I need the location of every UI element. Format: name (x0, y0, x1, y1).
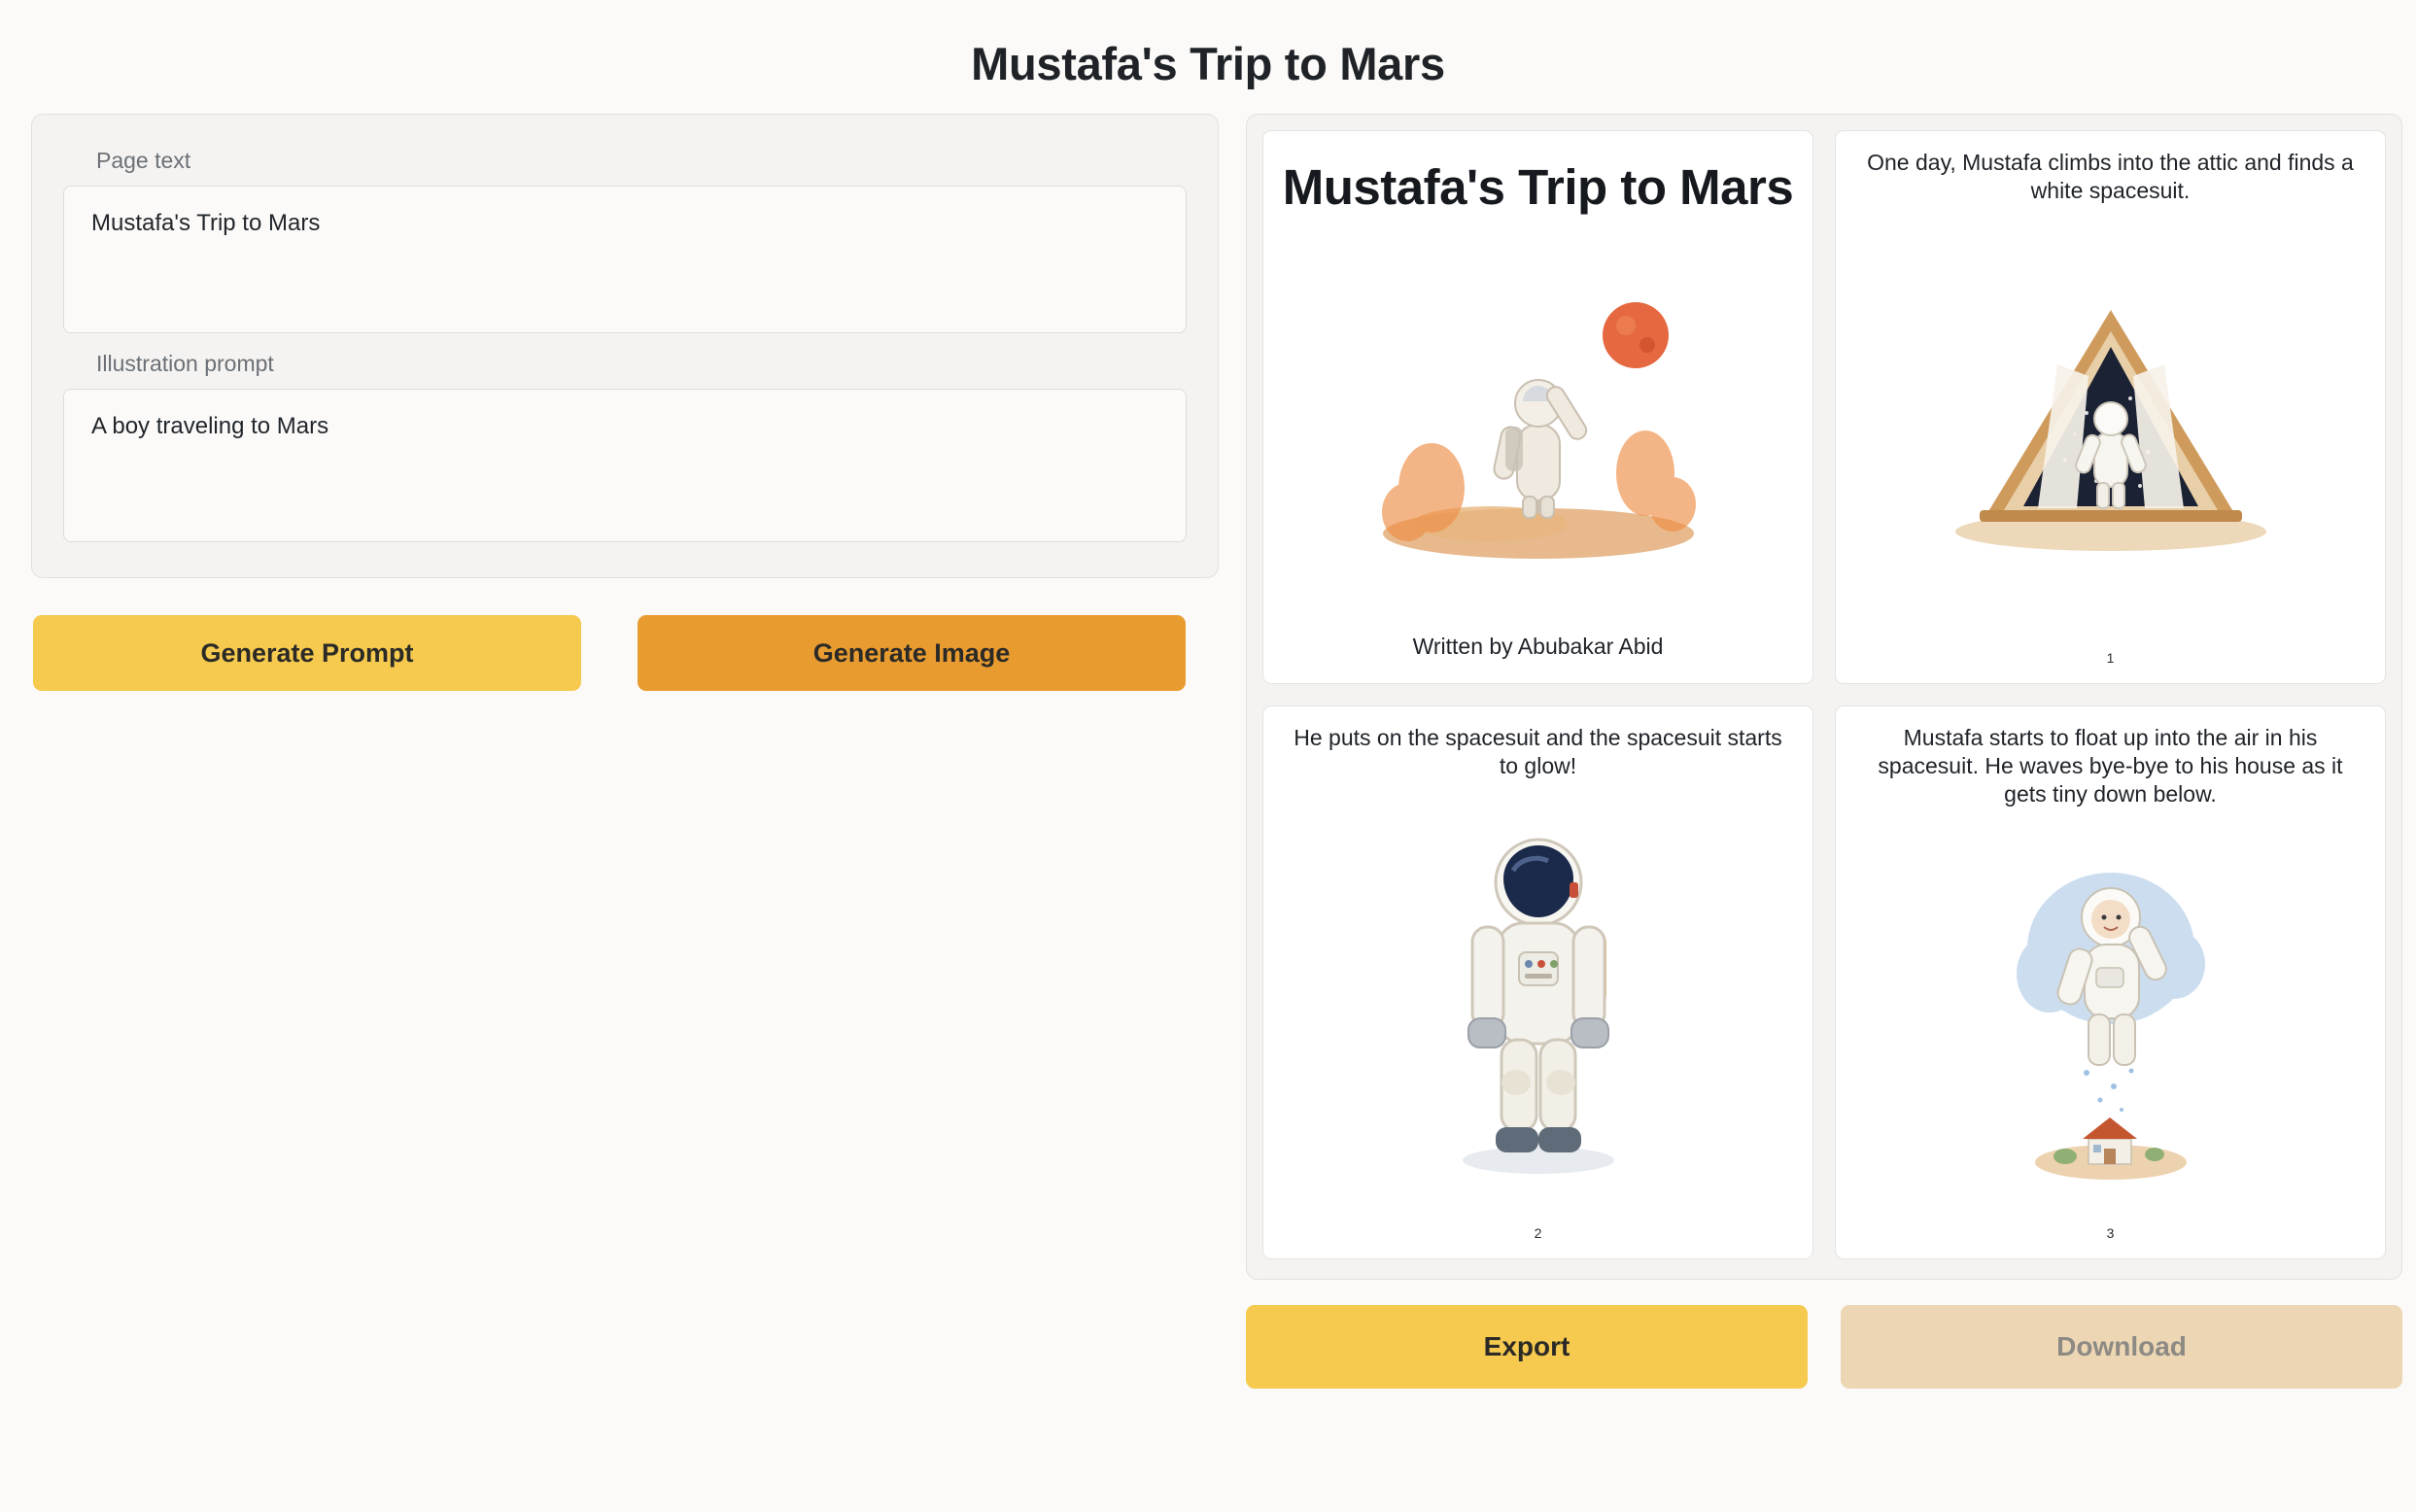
astronaut-waving-at-mars-icon (1279, 216, 1797, 634)
page-text-label: Page text (96, 148, 191, 173)
bottom-actions (1246, 1305, 2402, 1389)
page-caption: He puts on the spacesuit and the spacesuit starts to glow! (1294, 725, 1782, 778)
list-item[interactable] (1835, 130, 2386, 684)
illustration-prompt-input[interactable]: A boy traveling to Mars (63, 389, 1187, 542)
generate-buttons-row (31, 615, 1219, 691)
floating-astronaut-above-house-icon (1851, 808, 2369, 1225)
storybook-gallery[interactable] (1246, 114, 2402, 1280)
page-index: 2 (1534, 1225, 1542, 1241)
list-item[interactable] (1262, 705, 1813, 1259)
page-index: 3 (2106, 1225, 2115, 1241)
page-caption: Mustafa starts to float up into the air in his spacesuit. He waves bye-bye to his house as it gets tiny down below. (1878, 725, 2343, 807)
cover-title: Mustafa's Trip to Mars (1282, 159, 1794, 215)
attic-tent-with-spacesuit-icon (1851, 205, 2369, 651)
page-caption: One day, Mustafa climbs into the attic and finds a white spacesuit. (1867, 150, 2354, 203)
page-title: Mustafa's Trip to Mars (971, 38, 1445, 89)
form-panel (31, 114, 1219, 578)
gallery-grid (1262, 130, 2386, 1259)
generate-image-button[interactable]: Generate Image (638, 615, 1186, 691)
page-text-input[interactable]: Mustafa's Trip to Mars (63, 186, 1187, 333)
right-column (1246, 114, 2402, 1389)
left-column (31, 114, 1219, 1389)
illustration-prompt-label: Illustration prompt (96, 351, 274, 376)
list-item[interactable] (1262, 130, 1813, 684)
standing-astronaut-glowing-icon (1279, 780, 1797, 1226)
main-columns (0, 90, 2416, 1389)
download-button: Download (1841, 1305, 2402, 1389)
cover-author: Written by Abubakar Abid (1412, 634, 1664, 659)
export-button[interactable]: Export (1246, 1305, 1808, 1389)
page-index: 1 (2106, 650, 2115, 666)
generate-prompt-button[interactable]: Generate Prompt (33, 615, 581, 691)
list-item[interactable] (1835, 705, 2386, 1259)
gallery-next-row-peek (1262, 1259, 2386, 1280)
